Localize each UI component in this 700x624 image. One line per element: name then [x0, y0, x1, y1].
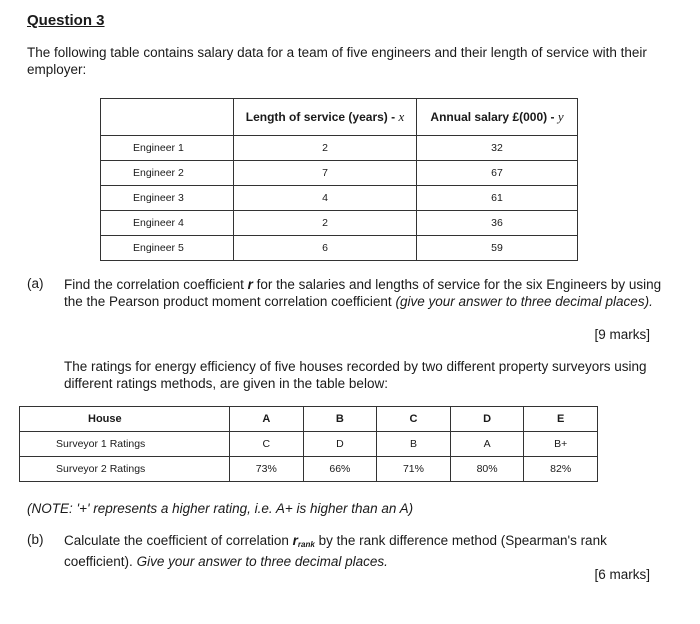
salary-value: 59 [417, 236, 578, 261]
rating-cell: B+ [524, 432, 598, 457]
house-b-header: B [303, 407, 377, 432]
rating-cell: 80% [450, 457, 524, 482]
salary-value: 67 [417, 161, 578, 186]
part-a-text-1: Find the correlation coefficient [64, 277, 244, 292]
service-value: 2 [234, 211, 417, 236]
part-b-marks: [6 marks] [594, 567, 650, 582]
part-b-text-2: by the rank difference method (Spearman's rank coefficient). [64, 533, 607, 569]
rating-cell: A [450, 432, 524, 457]
part-a-marks: [9 marks] [594, 327, 650, 342]
salary-value: 61 [417, 186, 578, 211]
house-c-header: C [377, 407, 451, 432]
part-b-text [64, 532, 668, 570]
engineer-name: Engineer 1 [101, 136, 234, 161]
table-row [20, 457, 598, 482]
service-value: 4 [234, 186, 417, 211]
r-rank-symbol: r [292, 533, 298, 548]
col-header-salary [417, 99, 578, 136]
surveyor-1-label: Surveyor 1 Ratings [20, 432, 230, 457]
rating-cell: B [377, 432, 451, 457]
ratings-table [19, 406, 598, 482]
col-header-salary-label: Annual salary £(000) - [430, 110, 555, 124]
rating-cell: 71% [377, 457, 451, 482]
col-header-service [234, 99, 417, 136]
table-row [101, 236, 578, 261]
part-a-instruction: (give your answer to three decimal places). [395, 294, 653, 309]
part-b-text-1: Calculate the coefficient of correlation [64, 533, 289, 548]
salary-table-corner-cell [101, 99, 234, 136]
engineer-name: Engineer 3 [101, 186, 234, 211]
question-heading: Question 3 [27, 12, 105, 29]
table-row [20, 432, 598, 457]
ratings-header-row [20, 407, 598, 432]
y-variable: y [557, 109, 564, 124]
service-value: 7 [234, 161, 417, 186]
table-row [101, 211, 578, 236]
rating-cell: 73% [230, 457, 304, 482]
part-b-instruction: Give your answer to three decimal places. [136, 554, 388, 569]
house-header: House [20, 407, 230, 432]
rating-note: (NOTE: '+' represents a higher rating, i.e. A+ is higher than an A) [27, 501, 414, 516]
intro-paragraph: The following table contains salary data for a team of five engineers and their length of service with their employer: [27, 45, 647, 77]
engineer-name: Engineer 5 [101, 236, 234, 261]
part-a-text [64, 276, 668, 310]
table-row [101, 186, 578, 211]
rank-subscript: rank [297, 540, 315, 549]
service-value: 2 [234, 136, 417, 161]
col-header-service-label: Length of service (years) - [245, 110, 396, 124]
x-variable: x [398, 109, 405, 124]
part-a-label: (a) [27, 276, 44, 291]
rating-cell: 66% [303, 457, 377, 482]
table-row [101, 136, 578, 161]
house-e-header: E [524, 407, 598, 432]
engineer-name: Engineer 4 [101, 211, 234, 236]
salary-table-header [101, 99, 578, 136]
surveyor-2-label: Surveyor 2 Ratings [20, 457, 230, 482]
salary-value: 36 [417, 211, 578, 236]
table-row [101, 161, 578, 186]
salary-value: 32 [417, 136, 578, 161]
house-a-header: A [230, 407, 304, 432]
ratings-intro-paragraph: The ratings for energy efficiency of five houses recorded by two different property surveyors using different ratings methods, are given in the table below: [64, 359, 647, 391]
house-d-header: D [450, 407, 524, 432]
engineer-name: Engineer 2 [101, 161, 234, 186]
rating-cell: 82% [524, 457, 598, 482]
part-a-text-2: for the salaries and lengths of service for the six Engineers by using the the Pearson product moment correlation coefficient [64, 277, 662, 309]
rating-cell: D [303, 432, 377, 457]
part-b-label: (b) [27, 532, 44, 547]
rating-cell: C [230, 432, 304, 457]
r-symbol: r [247, 277, 253, 292]
service-value: 6 [234, 236, 417, 261]
salary-table [100, 98, 578, 261]
